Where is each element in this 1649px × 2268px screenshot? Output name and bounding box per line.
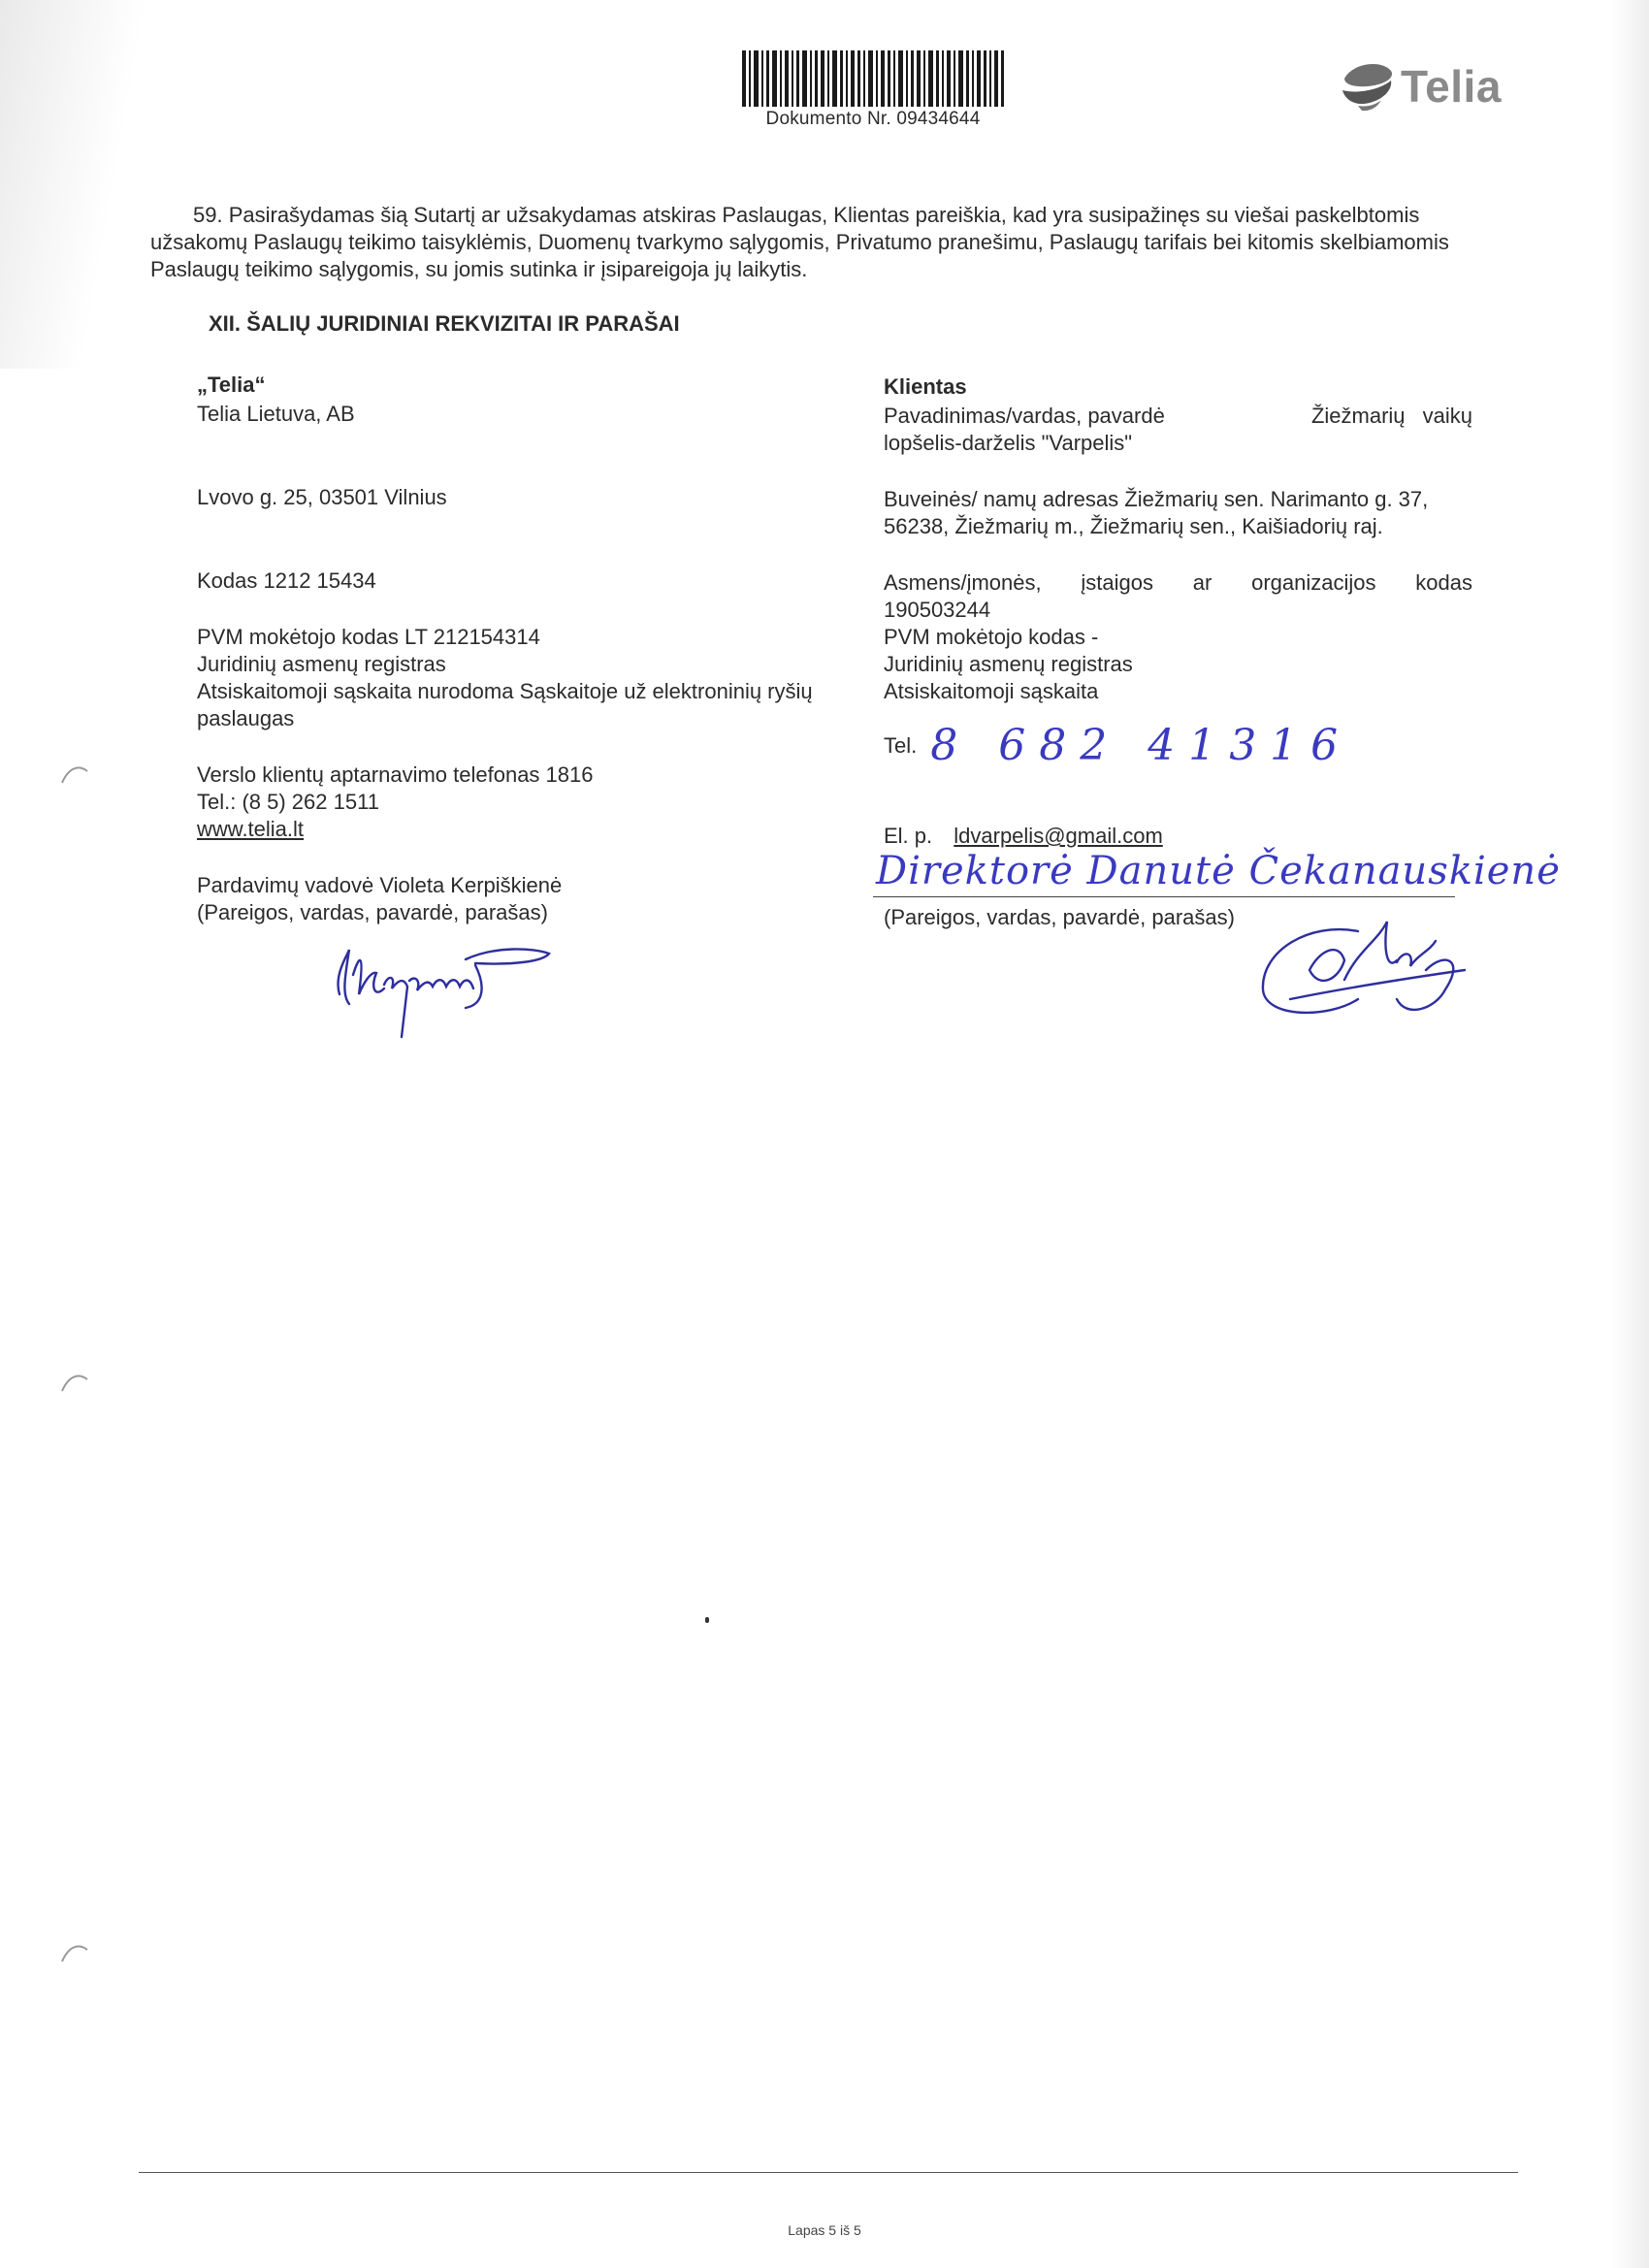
telia-logo-text: Telia	[1401, 61, 1502, 112]
client-vat-code: PVM mokėtojo kodas -	[884, 625, 1099, 649]
punch-hole-mark-icon	[58, 1370, 91, 1395]
punch-hole-mark-icon	[58, 1940, 91, 1965]
provider-account: Atsiskaitomoji sąskaita nurodoma Sąskaitoje už elektroninių ryšių paslaugas	[197, 679, 813, 730]
document-number: Dokumento Nr. 09434644	[765, 109, 981, 129]
client-code-label: Asmens/įmonės, įstaigos ar organizacijos kodas	[884, 570, 1472, 595]
provider-address: Lvovo g. 25, 03501 Vilnius	[197, 485, 447, 509]
scan-shadow-left	[0, 0, 146, 369]
provider-signatory: Pardavimų vadovė Violeta Kerpiškienė	[197, 873, 563, 897]
clause-59-paragraph: 59. Pasirašydamas šią Sutartį ar užsakydamas atskiras Paslaugas, Klientas pareiškia, kad yra susipažinęs su viešai paskelbtomis užsakomų Paslaugų teikimo taisyklėmis, Duomenų tvarkymo sąlygomis, Privatumo pranešimu, Paslaugų tarifais bei kitomis skelbiamomis Paslaugų teikimo sąlygomis, su jomis sutinka ir įsipareigoja jų laikytis.	[150, 203, 1449, 281]
provider-heading: „Telia“	[197, 373, 266, 397]
barcode-icon	[742, 50, 1004, 107]
client-address: Buveinės/ namų adresas Žiežmarių sen. Narimanto g. 37, 56238, Žiežmarių m., Žiežmarių sen., Kaišiadorių raj.	[884, 487, 1429, 538]
provider-name: Telia Lietuva, AB	[197, 402, 355, 426]
provider-vat-code: PVM mokėtojo kodas LT 212154314	[197, 625, 540, 649]
client-email-label: El. p.	[884, 824, 933, 848]
scan-speck	[705, 1617, 709, 1623]
client-account: Atsiskaitomoji sąskaita	[884, 679, 1099, 703]
client-name-value-continued: lopšelis-darželis "Varpelis"	[884, 431, 1133, 455]
client-email-row	[884, 823, 1163, 850]
client-tel-label: Tel.	[884, 733, 918, 758]
telia-logo	[1339, 60, 1502, 113]
provider-tel: Tel.: (8 5) 262 1511	[197, 790, 379, 814]
client-name-value: Žiežmarių vaikų	[1310, 404, 1472, 428]
client-signature-image	[1251, 912, 1474, 1028]
client-code-value: 190503244	[884, 598, 991, 622]
client-signatory-handwritten: Direktorė Danutė Čekanauskienė	[876, 849, 1561, 893]
client-tel-handwritten: 8 682 41316	[930, 721, 1352, 770]
client-name-row	[884, 403, 1472, 430]
client-tel-row	[884, 721, 1352, 770]
provider-code: Kodas 1212 15434	[197, 568, 376, 593]
provider-registry: Juridinių asmenų registras	[197, 652, 446, 676]
client-name-label: Pavadinimas/vardas, pavardė	[884, 404, 1165, 428]
client-signature-caption: (Pareigos, vardas, pavardė, parašas)	[884, 905, 1235, 929]
barcode-block	[737, 50, 1009, 130]
footer-rule	[139, 2172, 1518, 2173]
provider-signature-image	[320, 936, 563, 1043]
page-number: Lapas 5 iš 5	[788, 2222, 861, 2238]
punch-hole-mark-icon	[58, 761, 91, 787]
client-signature-line	[873, 896, 1455, 897]
scan-shadow-right	[1610, 0, 1649, 2268]
section-title: XII. ŠALIŲ JURIDINIAI REKVIZITAI IR PARAŠAI	[209, 311, 680, 336]
telia-logo-icon	[1339, 61, 1397, 112]
provider-signature-caption: (Pareigos, vardas, pavardė, parašas)	[197, 900, 548, 924]
client-heading: Klientas	[884, 374, 967, 399]
provider-support-phone: Verslo klientų aptarnavimo telefonas 1816	[197, 762, 594, 787]
client-email-link[interactable]: ldvarpelis@gmail.com	[954, 824, 1163, 848]
provider-website-link[interactable]: www.telia.lt	[197, 817, 305, 841]
client-registry: Juridinių asmenų registras	[884, 652, 1133, 676]
